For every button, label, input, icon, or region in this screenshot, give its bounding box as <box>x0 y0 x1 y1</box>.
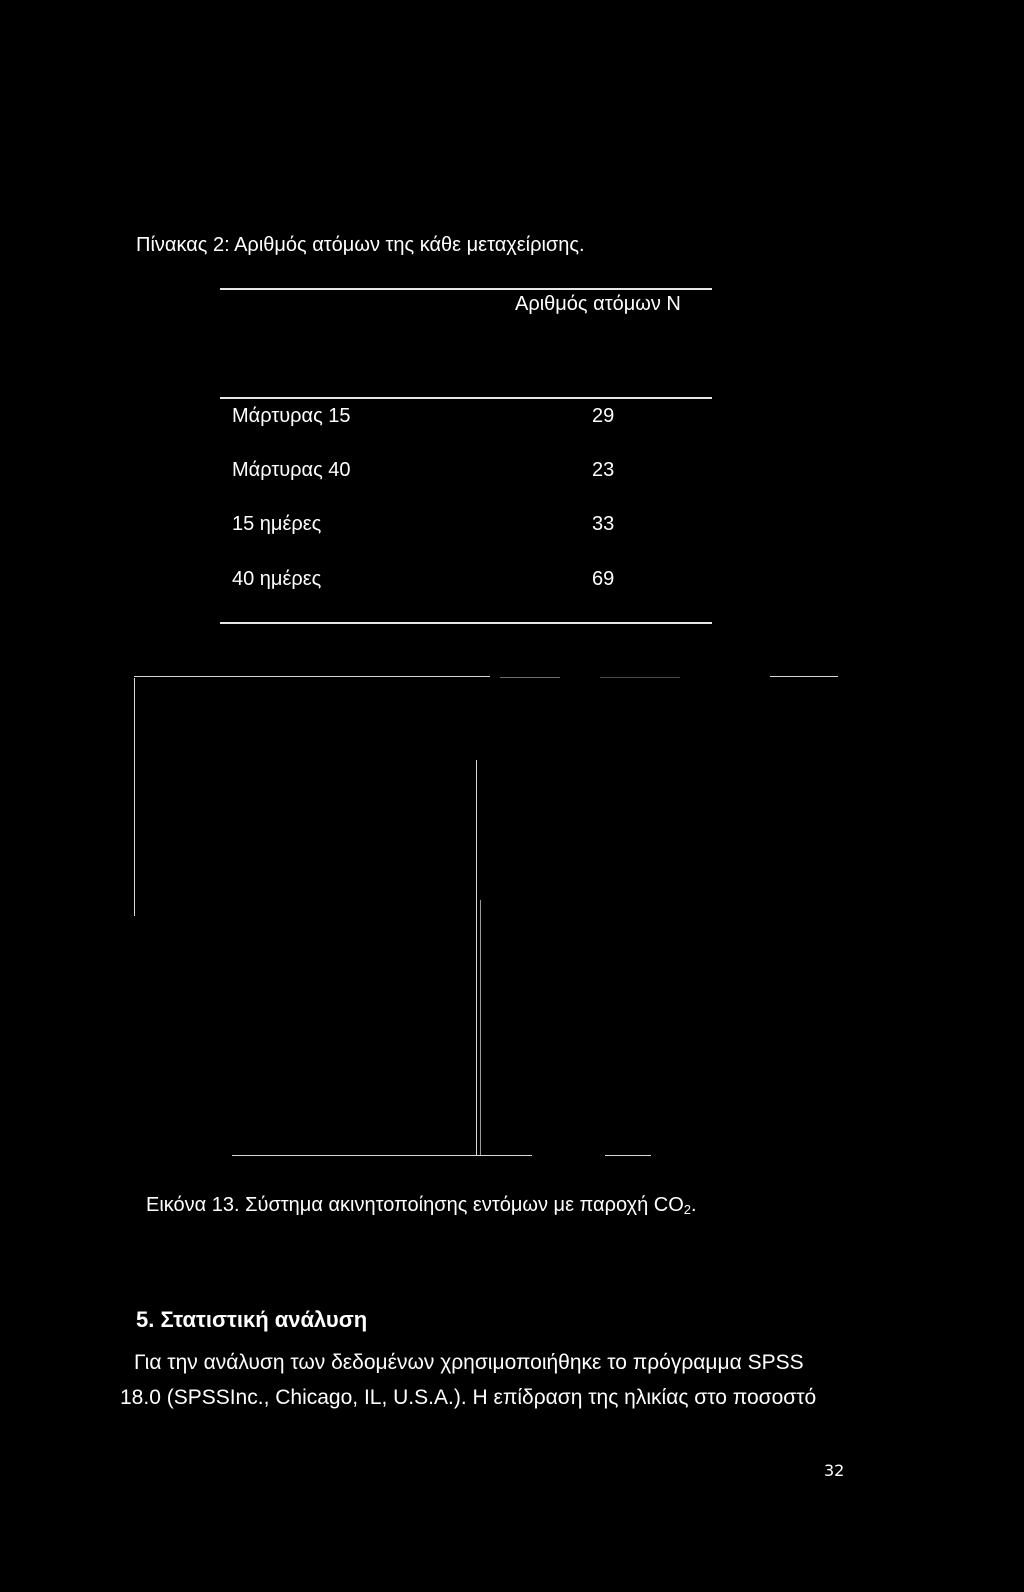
body-text-line: Για την ανάλυση των δεδομένων χρησιμοποιήθηκε το πρόγραμμα SPSS <box>134 1351 804 1374</box>
figure-edge-line <box>476 760 477 1156</box>
table-row-label: 15 ημέρες <box>232 513 322 535</box>
figure-edge-line <box>232 1155 532 1156</box>
figure-edge-line <box>134 676 490 677</box>
page-number: 32 <box>824 1461 845 1480</box>
table-row-value: 23 <box>592 459 615 481</box>
figure-edge-line <box>500 677 560 678</box>
figure-edge-line <box>134 678 135 916</box>
table-row-label: Μάρτυρας 40 <box>232 459 351 481</box>
table-row-value: 33 <box>592 513 615 535</box>
table-top-rule <box>220 288 712 290</box>
table-row-value: 69 <box>592 568 615 590</box>
figure-edge-line <box>600 677 680 678</box>
table-row-value: 29 <box>592 405 615 427</box>
figure-caption: Εικόνα 13. Σύστημα ακινητοποίησης εντόμων με παροχή $CO_2$. <box>146 1194 697 1217</box>
table-bottom-rule <box>220 622 712 624</box>
body-text-line: 18.0 (SPSSInc., Chicago, IL, U.S.A.). Η επίδραση της ηλικίας στο ποσοστό <box>120 1386 817 1409</box>
figure-edge-line <box>480 900 481 1156</box>
section-heading: 5. Στατιστική ανάλυση <box>136 1307 368 1332</box>
table-header-rule <box>220 397 712 399</box>
table-row-label: 40 ημέρες <box>232 568 322 590</box>
table-caption: Πίνακας 2: Αριθμός ατόμων της κάθε μεταχείρισης. <box>136 234 585 256</box>
figure-edge-line <box>605 1155 651 1156</box>
table-column-header: Αριθμός ατόμων Ν <box>515 293 681 315</box>
table-row-label: Μάρτυρας 15 <box>232 405 351 427</box>
figure-edge-line <box>770 676 838 677</box>
